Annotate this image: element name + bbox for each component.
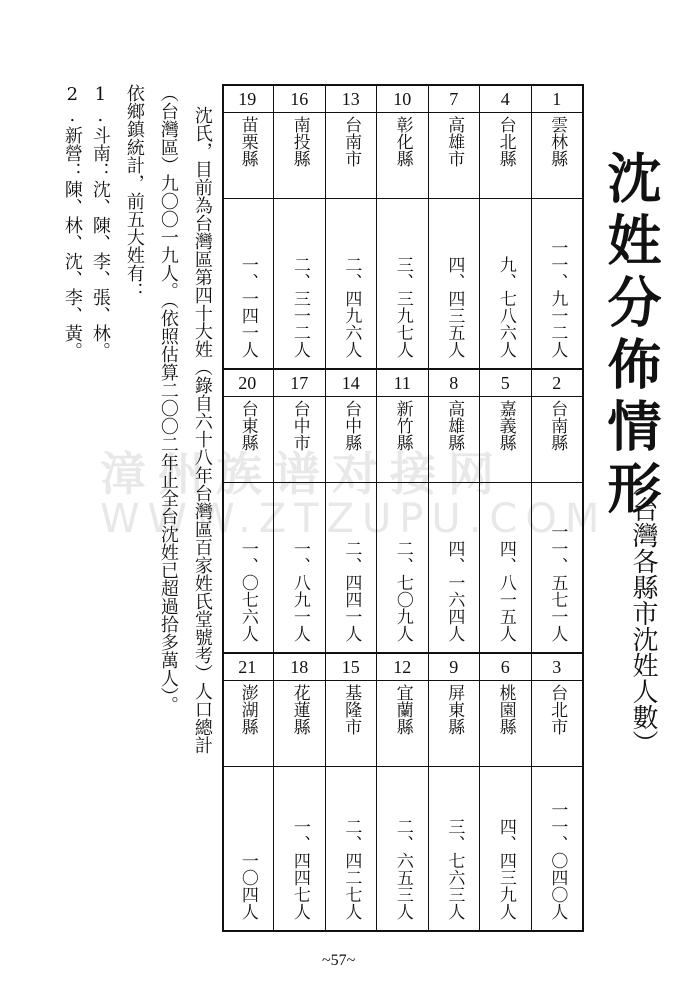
population-count: 一〇四人 bbox=[237, 851, 258, 920]
rank-number: 6 bbox=[480, 654, 531, 681]
place-name: 南投縣 bbox=[289, 116, 310, 167]
table-band bbox=[224, 370, 582, 654]
place-name: 屏東縣 bbox=[444, 684, 465, 735]
population-count: 一、八九一人 bbox=[289, 539, 310, 642]
table-column bbox=[376, 86, 428, 368]
place-name: 苗栗縣 bbox=[237, 116, 258, 167]
population-count: 四、四三五人 bbox=[444, 255, 465, 358]
place-name: 台北縣 bbox=[495, 116, 516, 167]
population-count: 四、八一五人 bbox=[495, 539, 516, 642]
population-count: 二、四九六人 bbox=[341, 255, 362, 358]
rank-number: 4 bbox=[480, 86, 531, 113]
table-band bbox=[224, 86, 582, 370]
note-line-2: （台灣區）九〇〇一九人。（依照估算二〇〇二年止全台沈姓已超過拾多萬人）。 bbox=[157, 84, 179, 714]
place-name: 桃園縣 bbox=[495, 684, 516, 735]
table-column bbox=[325, 654, 377, 930]
population-count: 一、一四一人 bbox=[237, 255, 258, 358]
population-count: 二、三一二人 bbox=[289, 255, 310, 358]
rank-number: 7 bbox=[429, 86, 480, 113]
place-name: 雲林縣 bbox=[547, 116, 568, 167]
place-name: 高雄市 bbox=[444, 116, 465, 167]
rank-number: 12 bbox=[377, 654, 428, 681]
table-column bbox=[428, 654, 480, 930]
rank-number: 9 bbox=[429, 654, 480, 681]
table-column bbox=[479, 370, 531, 652]
table-column bbox=[531, 86, 583, 368]
page-title: 沈姓分佈情形 bbox=[599, 150, 663, 522]
table-column bbox=[531, 370, 583, 652]
place-name: 新竹縣 bbox=[392, 400, 413, 451]
population-count: 二、七〇九人 bbox=[392, 539, 413, 642]
place-name: 台北市 bbox=[547, 684, 568, 735]
table-column bbox=[273, 86, 325, 368]
table-column bbox=[222, 654, 274, 930]
table-column bbox=[428, 86, 480, 368]
page-number: ~57~ bbox=[322, 952, 356, 969]
rank-number: 18 bbox=[274, 654, 325, 681]
place-name: 嘉義縣 bbox=[495, 400, 516, 451]
rank-number: 5 bbox=[480, 370, 531, 397]
note-line-4: 1.斗南：沈、陳、李、張、林。 bbox=[89, 84, 111, 360]
note-line-5: 2.新營：陳、林、沈、李、黃。 bbox=[61, 84, 83, 360]
population-count: 九、七八六人 bbox=[495, 255, 516, 358]
rank-number: 15 bbox=[326, 654, 377, 681]
rank-number: 19 bbox=[222, 86, 274, 113]
population-count: 二、四二七人 bbox=[341, 817, 362, 920]
table-column bbox=[376, 654, 428, 930]
place-name: 台中市 bbox=[289, 400, 310, 451]
place-name: 台中縣 bbox=[341, 400, 362, 451]
rank-number: 1 bbox=[532, 86, 583, 113]
table-column bbox=[376, 370, 428, 652]
population-count: 四、四三九人 bbox=[495, 817, 516, 920]
table-column bbox=[531, 654, 583, 930]
table-column bbox=[222, 86, 274, 368]
note-line-1: 沈氏，目前為台灣區第四十大姓（錄自六十八年台灣區百家姓氏堂號考）人口總計 bbox=[191, 106, 213, 754]
place-name: 台南市 bbox=[341, 116, 362, 167]
population-count: 一一、五七一人 bbox=[547, 522, 568, 642]
table-column bbox=[325, 370, 377, 652]
rank-number: 13 bbox=[326, 86, 377, 113]
place-name: 台南縣 bbox=[547, 400, 568, 451]
place-name: 彰化縣 bbox=[392, 116, 413, 167]
table-column bbox=[479, 86, 531, 368]
place-name: 花蓮縣 bbox=[289, 684, 310, 735]
surname-distribution-table bbox=[222, 84, 584, 932]
population-count: 三、三九七人 bbox=[392, 255, 413, 358]
table-column bbox=[222, 370, 274, 652]
population-count: 一、〇七六人 bbox=[237, 539, 258, 642]
place-name: 基隆市 bbox=[341, 684, 362, 735]
population-count: 二、六五三人 bbox=[392, 817, 413, 920]
place-name: 宜蘭縣 bbox=[392, 684, 413, 735]
table-column bbox=[428, 370, 480, 652]
population-count: 四、一六四人 bbox=[444, 539, 465, 642]
rank-number: 10 bbox=[377, 86, 428, 113]
table-band bbox=[224, 654, 582, 930]
table-column bbox=[273, 370, 325, 652]
table-column bbox=[325, 86, 377, 368]
population-count: 二、四四一人 bbox=[341, 539, 362, 642]
rank-number: 2 bbox=[532, 370, 583, 397]
place-name: 高雄縣 bbox=[444, 400, 465, 451]
rank-number: 14 bbox=[326, 370, 377, 397]
place-name: 台東縣 bbox=[237, 400, 258, 451]
note-line-3: 依鄉鎮統計，前五大姓有： bbox=[123, 84, 145, 300]
rank-number: 11 bbox=[377, 370, 428, 397]
rank-number: 21 bbox=[222, 654, 274, 681]
rank-number: 17 bbox=[274, 370, 325, 397]
population-count: 一一、九一二人 bbox=[547, 238, 568, 358]
watermark-chinese: 漳州族谱对接网 bbox=[100, 447, 506, 501]
rank-number: 16 bbox=[274, 86, 325, 113]
rank-number: 20 bbox=[222, 370, 274, 397]
population-count: 一一、〇四〇人 bbox=[547, 800, 568, 920]
rank-number: 8 bbox=[429, 370, 480, 397]
table-column bbox=[479, 654, 531, 930]
page-subtitle: （台灣各縣市沈姓人數） bbox=[628, 470, 658, 756]
rank-number: 3 bbox=[532, 654, 583, 681]
table-column bbox=[273, 654, 325, 930]
population-count: 一、四四七人 bbox=[289, 817, 310, 920]
population-count: 三、七六三人 bbox=[444, 817, 465, 920]
watermark-url: WWW.ZTZUPU.COM bbox=[100, 496, 608, 542]
place-name: 澎湖縣 bbox=[237, 684, 258, 735]
